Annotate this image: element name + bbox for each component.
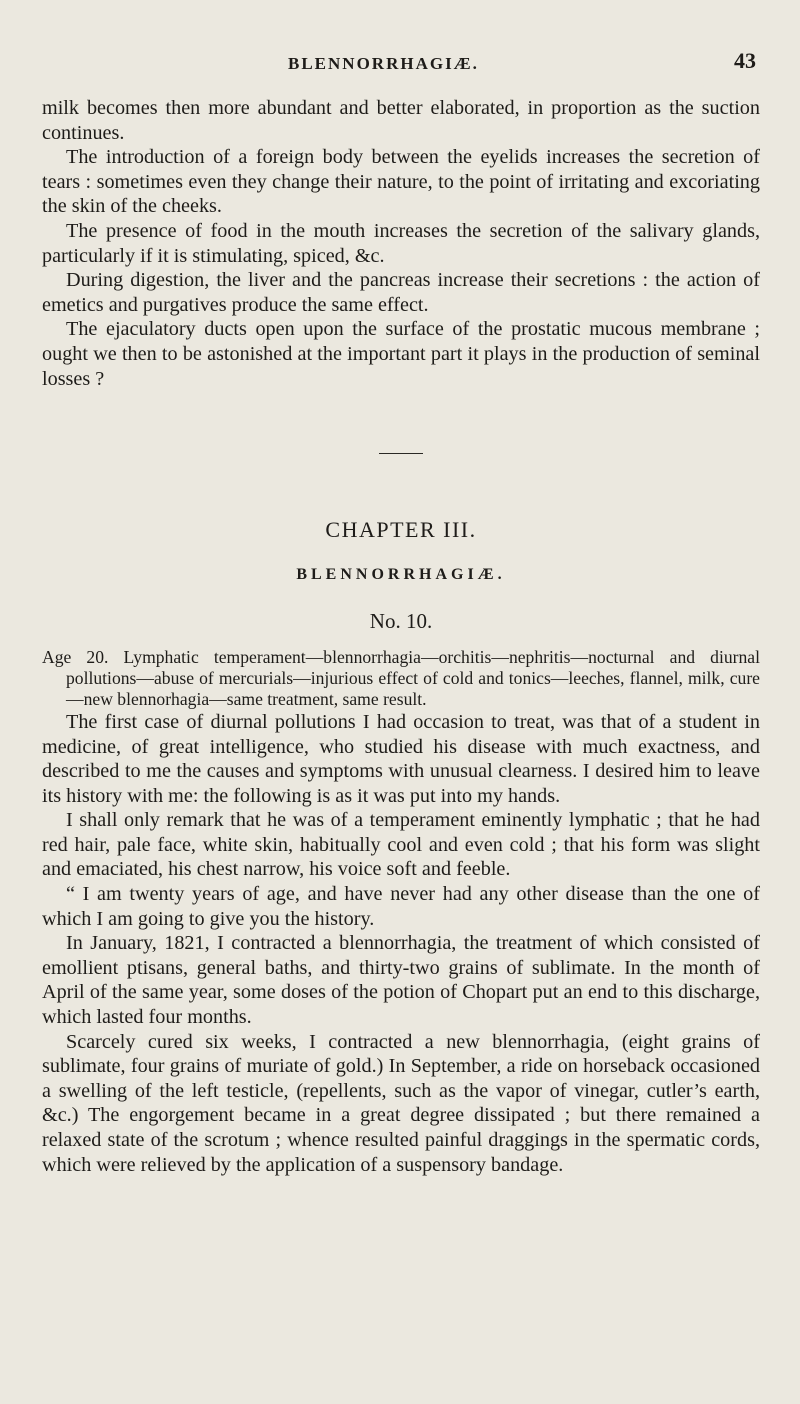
running-head: BLENNORRHAGIÆ.: [288, 54, 479, 73]
paragraph: During digestion, the liver and the pancreas increase their secretions : the action of emetics and purgatives produce the same effect.: [42, 269, 760, 316]
paragraph: The introduction of a foreign body between the eyelids increases the secretion of tears : sometimes even they change their nature, to the point of irritating and excoriating the skin of the cheeks.: [42, 146, 760, 218]
body-text: [42, 96, 760, 1177]
paragraph: The presence of food in the mouth increases the secretion of the salivary glands, particularly if it is stimulating, spiced, &c.: [42, 219, 760, 267]
page-number: 43: [734, 48, 756, 73]
paragraph: I shall only remark that he was of a temperament eminently lymphatic ; that he had red hair, pale face, white skin, habitually cool and even cold ; that his form was slight and emaciated, his chest narrow, his voice soft and feeble.: [42, 809, 760, 881]
paragraph: In January, 1821, I contracted a blennorrhagia, the treatment of which consisted of emollient ptisans, general baths, and thirty-two grains of sublimate. In the month of April of the same year, some doses of the potion of Chopart put an end to this discharge, which lasted four months.: [42, 932, 760, 1029]
paragraph: The ejaculatory ducts open upon the surface of the prostatic mucous membrane ; ought we then to be astonished at the important part it plays in the production of seminal losses ?: [42, 318, 760, 390]
case-number: No. 10.: [369, 609, 433, 634]
paragraph: The first case of diurnal pollutions I had occasion to treat, was that of a student in medicine, of great intelligence, who studied his disease with much exactness, and described to me the causes and symptoms with unusual clearness. I desired him to leave its history with me: the following is as it was put into my hands.: [42, 710, 760, 807]
chapter-subtitle: BLENNORRHAGIÆ.: [296, 565, 506, 583]
case-summary: Age 20. Lymphatic temperament—blennorrhagia—orchitis—nephritis—nocturnal and diurnal pollutions—abuse of mercurials—injurious effect of cold and tonics—leeches, flannel, milk, cure—new blennorhagia—same treatment, same result.: [42, 646, 760, 709]
chapter-title: CHAPTER III.: [325, 517, 477, 543]
page-header: [0, 48, 800, 82]
paragraph: milk becomes then more abundant and better elaborated, in proportion as the suction continues.: [42, 97, 760, 144]
section-divider: [379, 453, 423, 454]
paragraph: “ I am twenty years of age, and have never had any other disease than the one of which I am going to give you the history.: [42, 883, 760, 930]
paragraph: Scarcely cured six weeks, I contracted a new blennorrhagia, (eight grains of sublimate, four grains of muriate of gold.) In September, a ride on horseback occasioned a swelling of the left testicle, (repellents, such as the vapor of vinegar, cutler’s earth, &c.) The engorgement became in a great degree dissipated ; but there remained a relaxed state of the scrotum ; whence resulted painful draggings in the spermatic cords, which were relieved by the application of a suspensory bandage.: [42, 1030, 760, 1176]
